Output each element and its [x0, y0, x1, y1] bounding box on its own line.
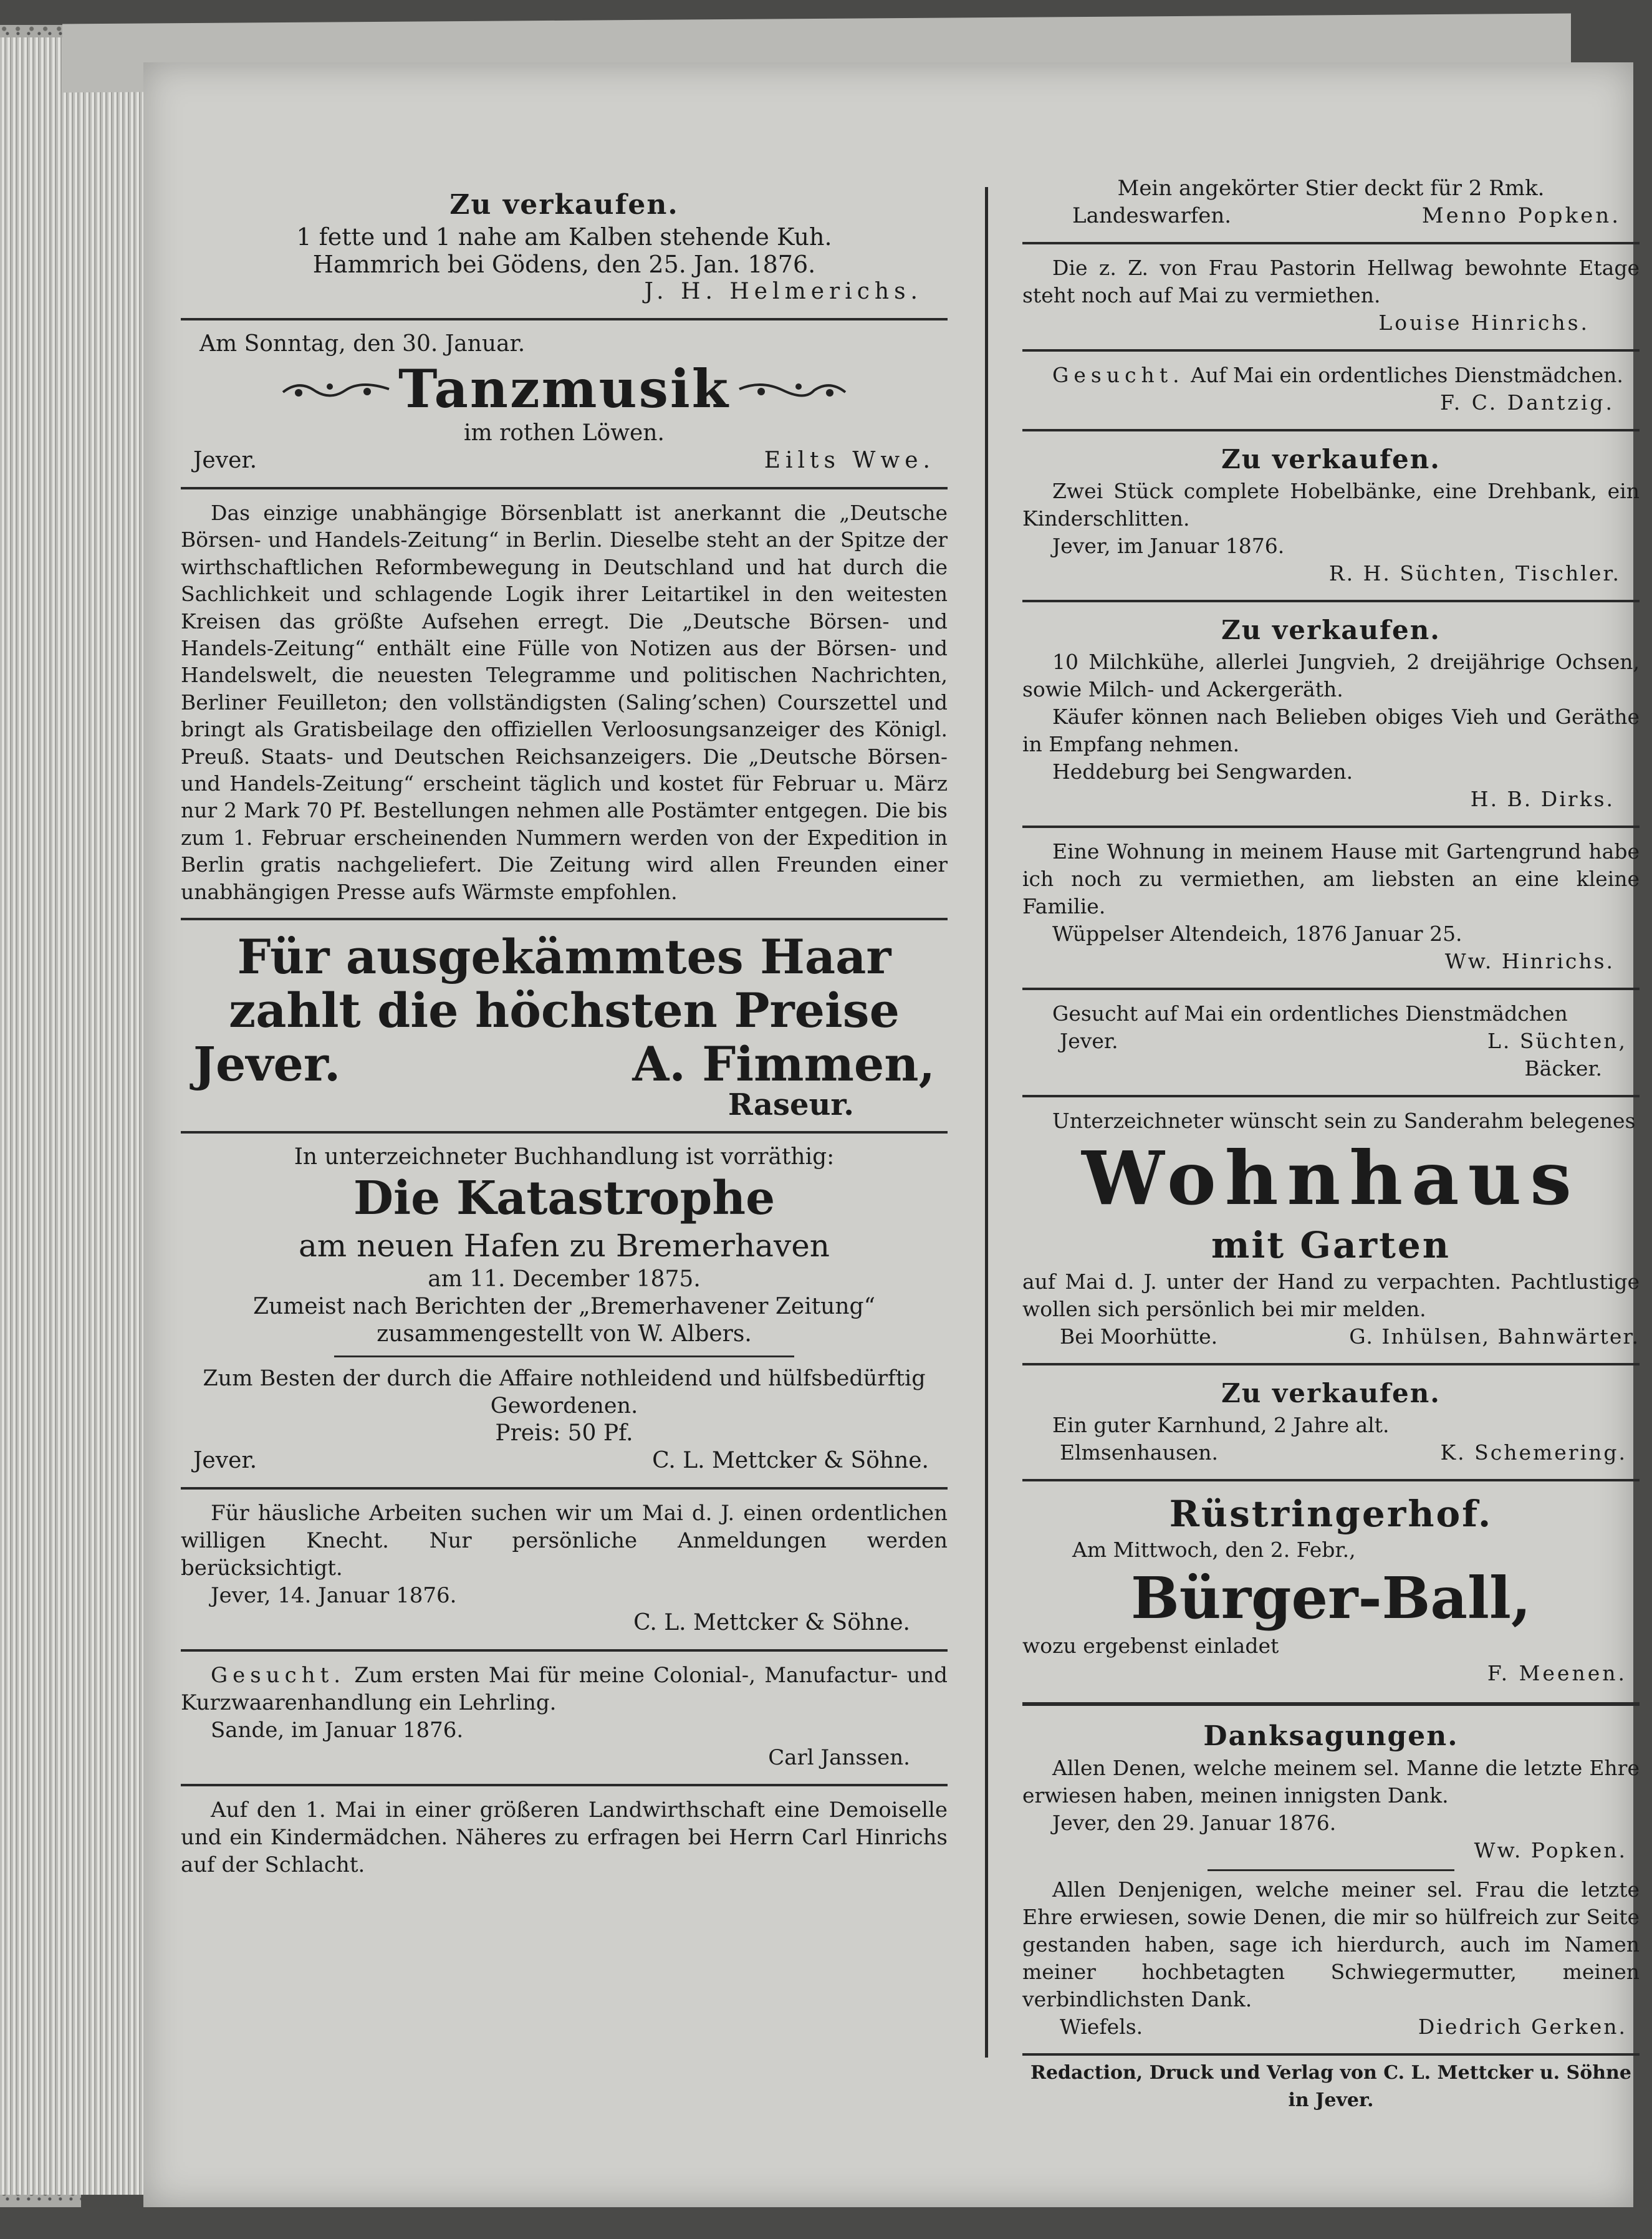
ad-date: Am Mittwoch, den 2. Febr.,: [1072, 1538, 1356, 1562]
ad-subtitle: am neuen Hafen zu Bremerhaven: [298, 1228, 830, 1264]
ad-footer: [181, 447, 948, 474]
ad-title: Zu verkaufen.: [1221, 1378, 1441, 1408]
left-column: [181, 181, 948, 1887]
ad-dienstmaedchen-dantzig: [1022, 355, 1640, 425]
ad-body: Für häusliche Arbeiten suchen wir um Mai d. J. einen ordentlichen willigen Knecht. Nur persönliche Anmeldungen werden berücksichtigt.: [181, 1501, 948, 1581]
ad-etage: [1022, 248, 1640, 345]
rule: [1022, 1479, 1640, 1481]
ad-body: Mein angekörter Stier deckt für 2 Rmk.: [1117, 176, 1545, 201]
ad-body: Die z. Z. von Frau Pastorin Hellwag bewohnte Etage steht noch auf Mai zu vermiethen.: [1022, 256, 1640, 307]
ad-place: Jever.: [193, 448, 257, 473]
ad-body: Zwei Stück complete Hobelbänke, eine Drehbank, ein Kinderschlitten.: [1022, 479, 1640, 531]
ad-buerger-ball: [1022, 1485, 1640, 1696]
ad-body: Käufer können nach Belieben obiges Vieh und Geräthe in Empfang nehmen.: [1022, 705, 1640, 756]
ad-text: Zum ersten Mai für meine Colonial-, Manufactur- und Kurzwaarenhandlung ein Lehrling.: [181, 1663, 948, 1716]
ad-title: Wohnhaus: [1082, 1135, 1580, 1221]
rule: [181, 1487, 948, 1490]
ad-katastrophe: [181, 1137, 948, 1483]
rule: [1022, 349, 1640, 352]
ad-place: Heddeburg bei Sengwarden.: [1052, 759, 1353, 784]
ad-line: Zumeist nach Berichten der „Bremerhavener Zeitung“: [252, 1294, 876, 1320]
ad-lead: Gesucht.: [1052, 363, 1184, 387]
ad-date: Am Sonntag, den 30. Januar.: [199, 331, 526, 357]
ad-signature: C. L. Mettcker & Söhne.: [633, 1610, 910, 1636]
ad-title: Danksagungen.: [1203, 1720, 1459, 1752]
column-divider: [985, 187, 988, 2058]
ad-hobelbaenke: [1022, 435, 1640, 596]
ad-body: Ein guter Karnhund, 2 Jahre alt.: [1052, 1413, 1390, 1437]
ad-signature: Ww. Hinrichs.: [1444, 949, 1615, 973]
ad-title: Tanzmusik: [398, 358, 731, 420]
ad-footer: [1022, 1323, 1640, 1351]
ad-haar: [181, 924, 948, 1127]
ad-body: Eine Wohnung in meinem Hause mit Gartengrund habe ich noch zu vermiethen, am liebsten an eine kleine Familie.: [1022, 839, 1640, 918]
flourish-right-icon: [736, 377, 848, 402]
ad-signature: Menno Popken.: [1421, 203, 1621, 228]
ad-signature: Eilts Wwe.: [764, 448, 935, 473]
ad-signature: F. C. Dantzig.: [1440, 390, 1615, 415]
ad-place: Jever.: [193, 1448, 257, 1474]
ad-place: Bei Moorhütte.: [1060, 1324, 1218, 1349]
rule: [1022, 1363, 1640, 1365]
ad-footer: [181, 1447, 948, 1475]
short-rule: [1208, 1869, 1454, 1871]
flourish-left-icon: [280, 377, 392, 402]
ad-headline: zahlt die höchsten Preise: [229, 983, 900, 1039]
right-column: [1022, 168, 1640, 2114]
ad-date: Wüppelser Altendeich, 1876 Januar 25.: [1052, 922, 1462, 946]
ad-signature: R. H. Süchten, Tischler.: [1328, 561, 1621, 585]
ad-title: Die Katastrophe: [353, 1172, 776, 1226]
ad-text: Auf Mai ein ordentliches Dienstmädchen.: [1191, 363, 1623, 387]
ad-zu-verkaufen-kuh: [181, 181, 948, 314]
ad-signature: F. Meenen.: [1487, 1661, 1627, 1685]
ad-body: auf Mai d. J. unter der Hand zu verpachten. Pachtlustige wollen sich persönlich bei mir melden.: [1022, 1269, 1640, 1321]
ad-body: [181, 1662, 948, 1717]
ad-profession: Raseur.: [728, 1087, 854, 1123]
ad-lehrling: [181, 1655, 948, 1780]
rule: [1022, 1095, 1640, 1097]
ad-signature: C. L. Mettcker & Söhne.: [652, 1448, 929, 1474]
ad-line: zusammengestellt von W. Albers.: [377, 1321, 752, 1347]
ad-karnhund: [1022, 1369, 1640, 1475]
ad-signature: J. H. Helmerichs.: [644, 279, 923, 304]
ad-wohnhaus: [1022, 1101, 1640, 1359]
double-rule: [1022, 1702, 1640, 1706]
ad-name-row: [181, 1038, 948, 1091]
ad-place: Landeswarfen.: [1072, 203, 1232, 228]
ad-body: Auf den 1. Mai in einer größeren Landwirthschaft eine Demoiselle und ein Kindermädchen. Näheres zu erfragen bei Herrn Carl Hinrichs auf der Schlacht.: [181, 1798, 948, 1878]
ad-body: [1022, 362, 1640, 389]
rule: [181, 318, 948, 320]
ad-signature: H. B. Dirks.: [1470, 787, 1615, 811]
ad-stier: [1022, 168, 1640, 238]
short-rule: [334, 1355, 794, 1357]
ad-date: Sande, im Januar 1876.: [211, 1718, 464, 1743]
ad-title: Zu verkaufen.: [449, 189, 679, 221]
book-page-edges: [0, 37, 143, 2195]
ad-date: Jever, im Januar 1876.: [1052, 534, 1285, 558]
rule: [181, 918, 948, 920]
rule: [181, 1649, 948, 1652]
ad-headline: Für ausgekämmtes Haar: [237, 929, 891, 985]
ad-price: Preis: 50 Pf.: [495, 1420, 633, 1447]
ad-signature: G. Inhülsen, Bahnwärter.: [1349, 1324, 1640, 1349]
ad-headline: Bürger-Ball,: [1131, 1564, 1531, 1632]
ad-signature: Ww. Popken.: [1474, 1838, 1627, 1862]
ad-intro: In unterzeichneter Buchhandlung ist vorräthig:: [294, 1144, 835, 1170]
ad-body: Das einzige unabhängige Börsenblatt ist anerkannt die „Deutsche Börsen- und Handels-Zeitung“ in Berlin. Dieselbe steht an der Spitze der wirthschaftlichen Reformbewegung in Deutschland und hat durch die Sachlichkeit und schlagende Logik ihrer Leitartikel in den weitesten Kreisen das größte Aufsehen erregt. Die „Deutsche Börsen- und Handels-Zeitung“ enthält eine Fülle von Notizen aus der Börsen- und Handelswelt, die neuesten Telegramme und politischen Nachrichten, Berliner Feuilleton; den vollständigsten (Saling’schen) Courszettel und bringt als Gratisbeilage den offiziellen Verloosungsanzeiger des Königl. Preuß. Staats- und Deutschen Reichsanzeigers. Die „Deutsche Börsen- und Handels-Zeitung“ erscheint täglich und kostet für Februar u. März nur 2 Mark 70 Pf. Bestellungen nehmen alle Postämter entgegen. Die bis zum 1. Februar erscheinenden Nummern werden von der Expedition in Berlin gratis nachgeliefert. Die Zeitung wird allen Freunden einer unabhängigen Presse aufs Wärmste empfohlen.: [181, 501, 948, 904]
ad-title: Rüstringerhof.: [1169, 1493, 1493, 1535]
ad-intro: Unterzeichneter wünscht sein zu Sanderahm belegenes: [1052, 1109, 1636, 1133]
ad-title: Zu verkaufen.: [1221, 615, 1441, 645]
ad-subtitle: im rothen Löwen.: [464, 420, 665, 446]
ad-boersen-zeitung: [181, 493, 948, 914]
ad-signature: Louise Hinrichs.: [1378, 311, 1590, 335]
rule: [1022, 826, 1640, 828]
ad-body: 10 Milchkühe, allerlei Jungvieh, 2 dreijährige Ochsen, sowie Milch- und Ackergeräth.: [1022, 650, 1640, 701]
ad-date: Jever, den 29. Januar 1876.: [1052, 1811, 1337, 1835]
ad-signature: Carl Janssen.: [768, 1745, 910, 1771]
ad-place: Elmsenhausen.: [1060, 1440, 1219, 1465]
ad-lead: Gesucht.: [211, 1663, 346, 1688]
rule: [1022, 600, 1640, 602]
ad-signature: Diedrich Gerken.: [1418, 2015, 1627, 2039]
ad-body: Gesucht auf Mai ein ordentliches Dienstmädchen: [1052, 1001, 1568, 1026]
ad-date: am 11. December 1875.: [428, 1266, 701, 1293]
ad-body: Allen Denen, welche meinem sel. Manne die letzte Ehre erwiesen haben, meinen innigsten Dank.: [1022, 1756, 1640, 1808]
ad-signature: A. Fimmen,: [632, 1036, 935, 1092]
ad-line: 1 fette und 1 nahe am Kalben stehende Kuh.: [296, 223, 832, 251]
ad-subtitle: mit Garten: [1211, 1224, 1451, 1266]
rule: [181, 1784, 948, 1786]
rule: [181, 1131, 948, 1134]
imprint: Redaction, Druck und Verlag von C. L. Mettcker u. Söhne in Jever.: [1030, 2062, 1631, 2111]
ad-body: wozu ergebenst einladet: [1022, 1634, 1279, 1658]
ad-tanzmusik: [181, 324, 948, 483]
ad-place: Jever.: [193, 1036, 341, 1092]
rule: [1022, 429, 1640, 431]
ad-footer: [1022, 1028, 1640, 1055]
rule: [1022, 988, 1640, 990]
ad-milchkuehe: [1022, 606, 1640, 822]
ad-signature: K. Schemering.: [1440, 1440, 1627, 1465]
rule: [181, 487, 948, 489]
ad-line: Hammrich bei Gödens, den 25. Jan. 1876.: [312, 251, 816, 278]
ad-place: Wiefels.: [1060, 2015, 1143, 2039]
ad-line: Zum Besten der durch die Affaire nothleidend und hülfsbedürftig Gewordenen.: [203, 1366, 926, 1419]
tanzmusik-heading: [181, 358, 948, 420]
ad-footer: [1022, 1439, 1640, 1466]
ad-wohnung: [1022, 832, 1640, 984]
ad-danksagungen: [1022, 1712, 1640, 2049]
rule: [1022, 2053, 1640, 2056]
ad-signature: L. Süchten,: [1487, 1029, 1627, 1053]
ad-footer: [1022, 202, 1640, 229]
ad-place: Jever.: [1060, 1029, 1118, 1053]
ad-title: Zu verkaufen.: [1221, 444, 1441, 474]
ad-signature-title: Bäcker.: [1524, 1056, 1602, 1081]
ad-footer: [1022, 2013, 1640, 2041]
ad-knecht: [181, 1493, 948, 1645]
ad-date: Jever, 14. Januar 1876.: [211, 1583, 457, 1609]
ad-dienstmaedchen-suechten: [1022, 994, 1640, 1091]
ad-body: Allen Denjenigen, welche meiner sel. Frau die letzte Ehre erwiesen, sowie Denen, die mir so hülfreich zur Seite gestanden haben, sage ich hierdurch, auch im Namen meiner hochbetagten Schwiegermutter, meinen verbindlichsten Dank.: [1022, 1877, 1640, 2011]
ad-demoiselle: [181, 1790, 948, 1887]
rule: [1022, 242, 1640, 244]
